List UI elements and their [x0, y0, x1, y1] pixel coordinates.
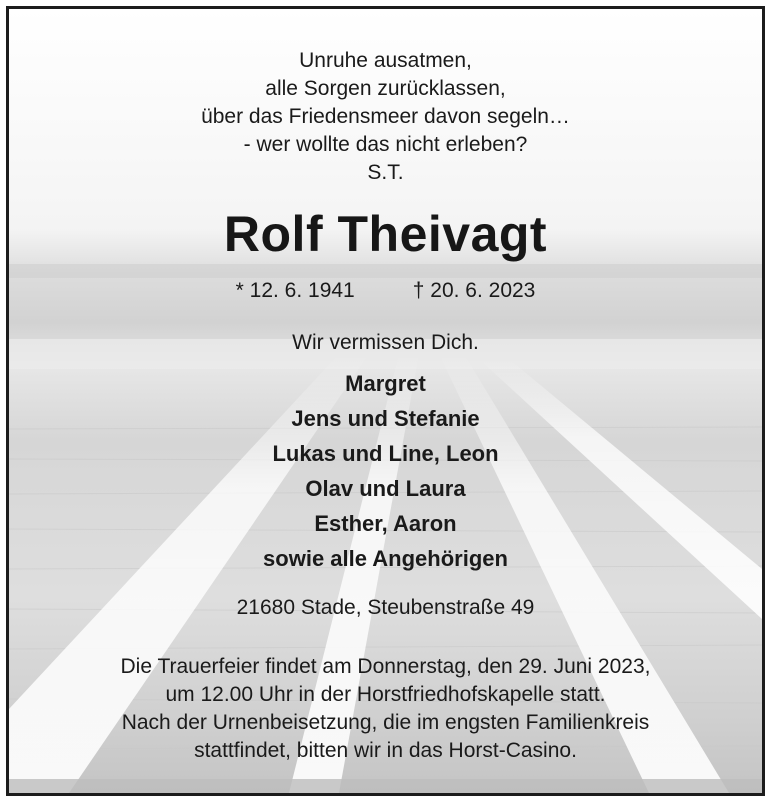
address: 21680 Stade, Steubenstraße 49	[236, 596, 535, 619]
family-member: sowie alle Angehörigen	[263, 546, 508, 571]
family-member: Olav und Laura	[305, 476, 466, 501]
poem-line: über das Friedensmeer davon segeln…	[201, 105, 570, 128]
family-member: Jens und Stefanie	[291, 406, 480, 431]
poem-line: Unruhe ausatmen,	[299, 49, 472, 72]
death-date: † 20. 6. 2023	[412, 279, 536, 302]
deceased-name: Rolf Theivagt	[223, 206, 548, 262]
poem-line: - wer wollte das nicht erleben?	[243, 133, 528, 156]
poem	[9, 47, 762, 187]
family-member: Margret	[345, 371, 426, 396]
notice-line: stattfindet, bitten wir in das Horst-Casino.	[194, 739, 577, 762]
obituary-frame	[6, 6, 765, 796]
notice-line: Die Trauerfeier findet am Donnerstag, den 29. Juni 2023,	[120, 655, 651, 678]
family-list	[9, 366, 762, 576]
poem-author: S.T.	[367, 161, 404, 184]
funeral-notice	[9, 653, 762, 765]
poem-line: alle Sorgen zurücklassen,	[265, 77, 506, 100]
message: Wir vermissen Dich.	[292, 331, 479, 354]
family-member: Lukas und Line, Leon	[272, 441, 499, 466]
family-member: Esther, Aaron	[314, 511, 457, 536]
notice-line: Nach der Urnenbeisetzung, die im engsten Familienkreis	[121, 711, 650, 734]
birth-date: * 12. 6. 1941	[235, 279, 355, 302]
life-dates	[9, 279, 762, 303]
notice-line: um 12.00 Uhr in der Horstfriedhofskapelle statt.	[165, 683, 606, 706]
